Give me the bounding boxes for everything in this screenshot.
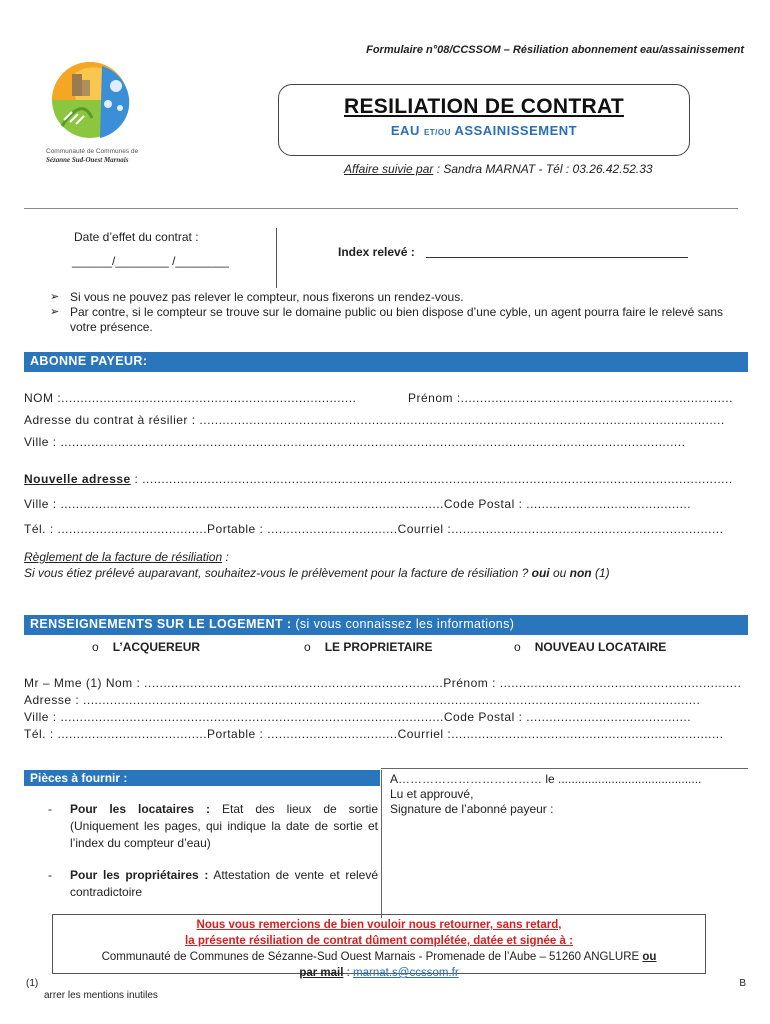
- logement-nom-field[interactable]: Mr – Mme (1) Nom : ..............................................................................Prénom : ...............................................................: [24, 676, 742, 690]
- footnote-number: (1): [26, 978, 39, 989]
- form-reference: Formulaire n°08/CCSSOM – Résiliation abonnement eau/assainissement: [366, 44, 744, 56]
- prelevement-question: Si vous étiez prélevé auparavant, souhaitez-vous le prélèvement pour la facture de résiliation ? oui ou non (1): [24, 566, 610, 580]
- logo-text-2: Sézanne Sud-Ouest Marnais: [46, 156, 129, 164]
- radio-icon: o: [514, 640, 521, 654]
- option-acquereur[interactable]: o L’ACQUEREUR: [92, 640, 201, 654]
- section-logement: RENSEIGNEMENTS SUR LE LOGEMENT : (si vous connaissez les informations): [24, 615, 748, 635]
- option-oui[interactable]: oui: [531, 566, 550, 580]
- piece-proprietaires: - Pour les propriétaires : Attestation de vente et relevé contradictoire: [48, 868, 379, 899]
- title-box: [278, 84, 690, 156]
- adresse-contrat-field[interactable]: Adresse du contrat à résilier : .........................................................................................................................................: [24, 413, 725, 427]
- return-instructions: [52, 914, 706, 979]
- logo-text-1: Communauté de Communes de: [46, 148, 139, 155]
- contact-field[interactable]: Tél. : .......................................Portable : ..................................Courriel :.......................................................................: [24, 522, 724, 536]
- section-abonne-payeur: ABONNE PAYEUR:: [24, 352, 748, 372]
- signature-place-date[interactable]: A……………………………… le ...........................................: [390, 772, 702, 786]
- mail-line: par mail : marnat.s@ccssom.fr: [299, 967, 459, 979]
- prenom-field[interactable]: Prénom :.......................................................................: [408, 391, 733, 405]
- divider: [24, 208, 738, 209]
- nouvelle-adresse-field[interactable]: Nouvelle adresse : ..........................................................................................................................................................: [24, 472, 733, 486]
- divider-vertical: [381, 770, 382, 918]
- email-link[interactable]: marnat.s@ccssom.fr: [353, 967, 459, 979]
- community-logo: [42, 56, 166, 166]
- option-non[interactable]: non: [569, 566, 592, 580]
- ville-cp-field[interactable]: Ville : ....................................................................................................Code Postal : ...........................................: [24, 497, 692, 511]
- address-line: Communauté de Communes de Sézanne-Sud Ouest Marnais - Promenade de l’Aube – 51260 ANGLURE ou: [101, 951, 657, 963]
- logement-ville-field[interactable]: Ville : ....................................................................................................Code Postal : ...........................................: [24, 710, 692, 724]
- logement-contact-field[interactable]: Tél. : .......................................Portable : ..................................Courriel :.......................................................................: [24, 727, 724, 741]
- radio-icon: o: [304, 640, 311, 654]
- arrow-icon: ➢: [50, 291, 60, 303]
- page-subtitle: EAU ET/OU ASSAINISSEMENT: [390, 123, 578, 138]
- page-letter: B: [739, 978, 746, 989]
- divider: [381, 768, 748, 769]
- arrow-icon: ➢: [50, 306, 60, 318]
- info-bullets: [50, 290, 744, 335]
- thanks-line: Nous vous remercions de bien vouloir nous retourner, sans retard,: [196, 919, 562, 931]
- index-releve-label: Index relevé :: [338, 245, 415, 259]
- footnote-text: arrer les mentions inutiles: [44, 990, 158, 1001]
- affaire-contact: Affaire suivie par : Sandra MARNAT - Tél : 03.26.42.52.33: [344, 162, 653, 176]
- bullet-item: ➢ Par contre, si le compteur se trouve sur le domaine public ou bien dispose d’une cyble, un agent pourra faire le relevé sans votre présence.: [50, 305, 724, 334]
- logement-adresse-field[interactable]: Adresse : .................................................................................................................................................................: [24, 693, 701, 707]
- nom-field[interactable]: NOM :.............................................................................: [24, 391, 357, 405]
- index-releve-field[interactable]: [426, 246, 688, 258]
- option-nouveau-locataire[interactable]: o NOUVEAU LOCATAIRE: [514, 640, 667, 654]
- page-title: RESILIATION DE CONTRAT: [344, 95, 624, 118]
- signature-approval: Lu et approuvé,: [390, 787, 474, 801]
- signature-label: Signature de l’abonné payeur :: [390, 802, 554, 816]
- date-effet-field[interactable]: ______/________ /________: [72, 254, 229, 268]
- piece-locataires: - Pour les locataires : Etat des lieux de sortie (Uniquement les pages, qui indique la date de sortie et l’index du compteur d’eau): [48, 802, 379, 850]
- section-pieces: Pièces à fournir :: [24, 770, 380, 786]
- return-line: la présente résiliation de contrat dûment complétée, datée et signée à :: [185, 935, 573, 947]
- date-effet-label: Date d’effet du contrat :: [74, 230, 199, 244]
- divider-vertical: [276, 228, 277, 288]
- ville-field[interactable]: Ville : ...................................................................................................................................................................: [24, 435, 686, 449]
- bullet-item: ➢ Si vous ne pouvez pas relever le compteur, nous fixerons un rendez-vous.: [50, 290, 464, 304]
- radio-icon: o: [92, 640, 99, 654]
- reglement-label: Règlement de la facture de résiliation :: [24, 550, 229, 564]
- option-proprietaire[interactable]: o LE PROPRIETAIRE: [304, 640, 433, 654]
